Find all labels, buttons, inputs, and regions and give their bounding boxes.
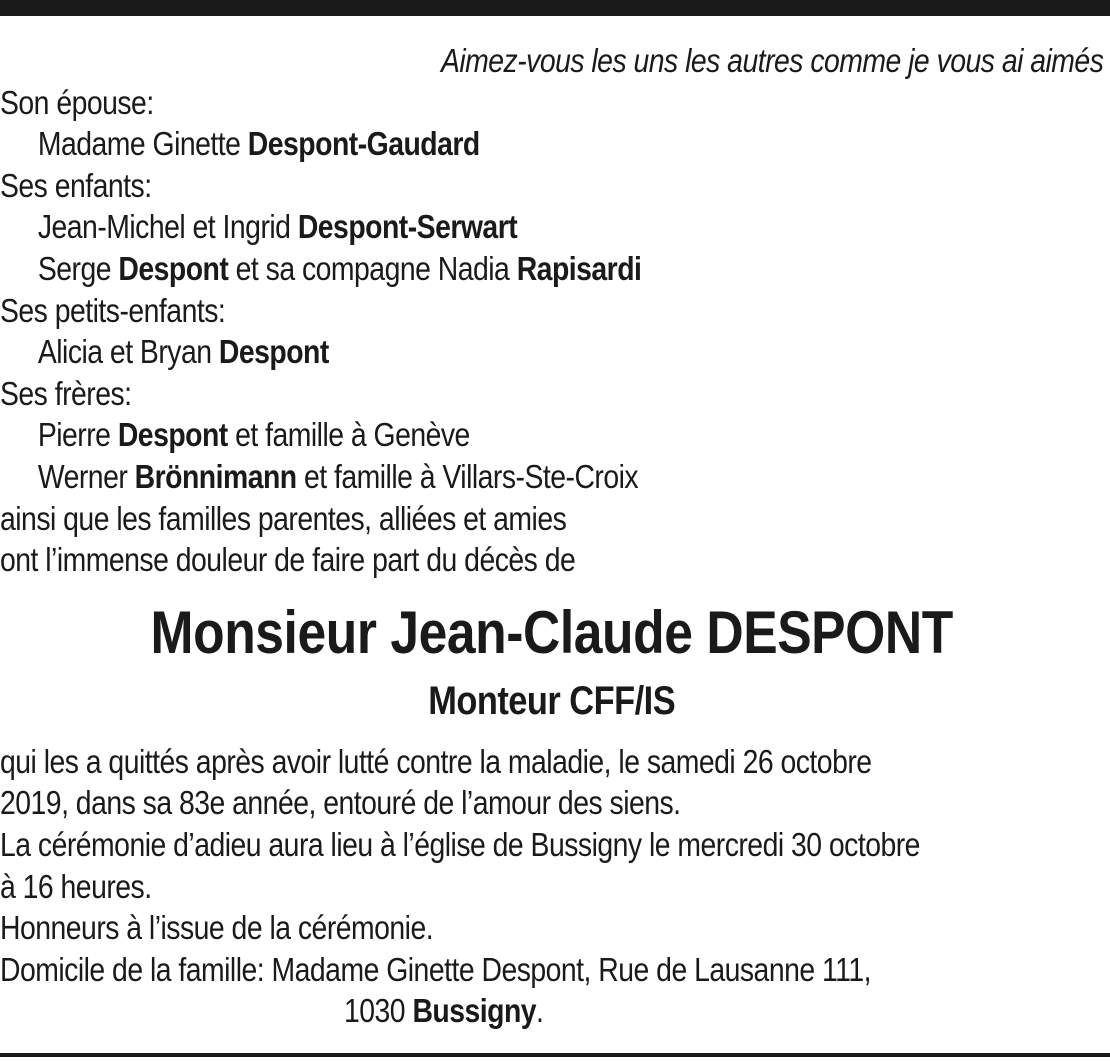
announcement-line: ont l’immense douleur de faire part du décès de	[0, 541, 576, 579]
spouse-prefix: Madame Ginette	[37, 125, 248, 163]
brother-entry-1	[0, 414, 1103, 456]
brother2-surname: Brönnimann	[134, 457, 297, 495]
child1-prefix: Jean-Michel et Ingrid	[37, 208, 298, 246]
grandchild1-prefix: Alicia et Bryan	[37, 333, 219, 371]
brothers-heading: Ses frères:	[0, 374, 132, 412]
grandchildren-heading: Ses petits-enfants:	[0, 291, 226, 329]
body-line-3: La cérémonie d’adieu aura lieu à l’église de Bussigny le mercredi 30 octobre	[0, 825, 920, 863]
body-line-6: Domicile de la famille: Madame Ginette Despont, Rue de Lausanne 111,	[0, 950, 871, 988]
brother1-prefix: Pierre	[37, 416, 118, 454]
body-line-4: à 16 heures.	[0, 867, 152, 905]
obituary-notice	[0, 40, 1103, 1032]
child-entry-2	[0, 248, 1103, 290]
body-line-2: 2019, dans sa 83e année, entouré de l’amour des siens.	[0, 784, 681, 822]
child2-prefix: Serge	[37, 249, 119, 287]
children-heading: Ses enfants:	[0, 166, 152, 204]
body-line-5: Honneurs à l’issue de la cérémonie.	[0, 909, 434, 947]
body-line-1: qui les a quittés après avoir lutté contre la maladie, le samedi 26 octobre	[0, 742, 872, 780]
bottom-border-rule	[0, 1053, 1110, 1057]
deceased-profession: Monteur CFF/IS	[428, 678, 676, 723]
child2-surname: Despont	[118, 249, 229, 287]
brother2-prefix: Werner	[37, 457, 135, 495]
spouse-entry	[0, 123, 1103, 165]
spouse-heading: Son épouse:	[0, 83, 154, 121]
child1-surname: Despont-Serwart	[297, 208, 518, 246]
brother1-surname: Despont	[117, 416, 228, 454]
address-end: .	[536, 992, 544, 1030]
grandchild1-surname: Despont	[218, 333, 329, 371]
address-city: Bussigny	[412, 992, 537, 1030]
child-entry-1	[0, 206, 1103, 248]
deceased-name: Monsieur Jean-Claude DESPONT	[150, 598, 953, 666]
brother-entry-2	[0, 456, 1103, 498]
families-line: ainsi que les familles parentes, alliées et amies	[0, 499, 567, 537]
brother2-suffix: et famille à Villars-Ste-Croix	[296, 457, 639, 495]
grandchild-entry-1	[0, 331, 1103, 373]
motto-line: Aimez-vous les uns les autres comme je vous ai aimés	[440, 42, 1104, 79]
top-border-bar	[0, 0, 1110, 16]
spouse-surname: Despont-Gaudard	[247, 125, 480, 163]
address-line-2	[0, 990, 1103, 1032]
child2-surname2: Rapisardi	[516, 249, 642, 287]
address-postal: 1030	[344, 992, 413, 1030]
brother1-suffix: et famille à Genève	[227, 416, 470, 454]
child2-mid: et sa compagne Nadia	[228, 249, 517, 287]
